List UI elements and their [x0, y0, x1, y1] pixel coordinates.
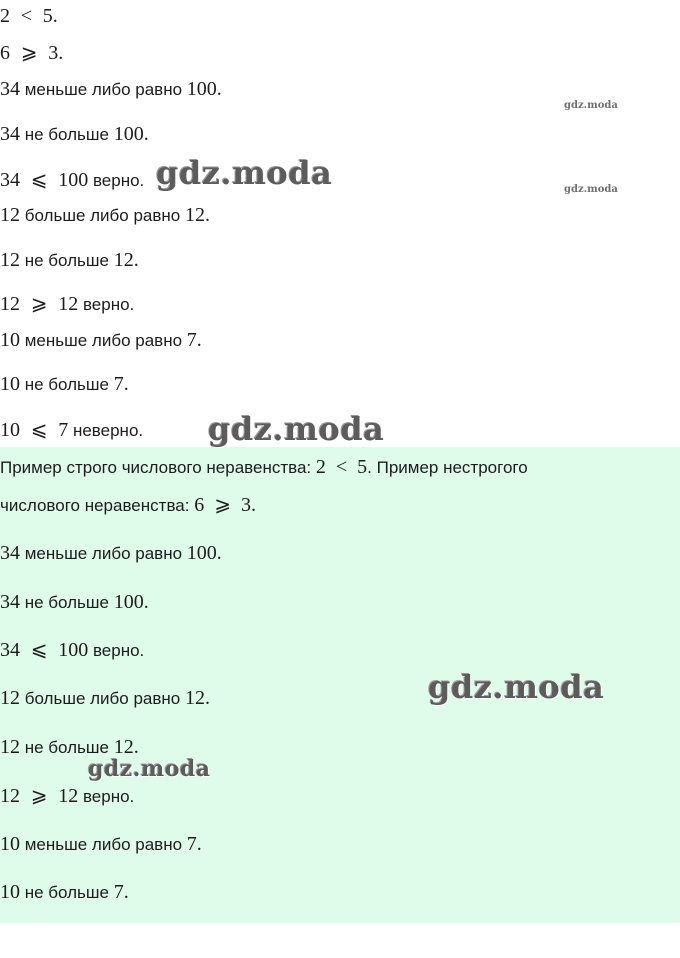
inequality-line	[0, 168, 144, 193]
math-number: 12	[0, 249, 20, 271]
line-text: меньше либо равно	[20, 331, 187, 350]
line-text: меньше либо равно	[20, 544, 187, 563]
line-tail: .	[143, 591, 149, 613]
math-number: 34	[0, 542, 20, 564]
text-line	[0, 880, 129, 905]
watermark-logo: gdz.moda	[428, 668, 605, 706]
math-number: 6	[0, 42, 10, 64]
math-number: 100	[186, 542, 217, 564]
line-tail: .	[123, 881, 129, 903]
line-text: не больше	[20, 883, 114, 902]
math-number: 7	[58, 419, 69, 441]
math-number: 6	[194, 494, 205, 516]
line-tail: .	[133, 736, 139, 758]
math-number: 2	[315, 456, 326, 478]
math-number: 12	[113, 249, 134, 271]
relation-symbol: ⩾	[214, 494, 231, 516]
math-number: 3.	[48, 42, 64, 64]
text-line	[0, 541, 222, 566]
math-number: 12	[0, 736, 20, 758]
line-tail: .	[204, 687, 210, 709]
inequality-line	[0, 418, 143, 443]
relation-symbol: <	[335, 456, 348, 478]
math-number: 10	[0, 833, 20, 855]
line-text: не больше	[20, 125, 114, 144]
math-number: 12	[0, 293, 20, 315]
line-tail: .	[216, 542, 222, 564]
math-number: 12	[184, 687, 205, 709]
relation-symbol: <	[20, 5, 33, 27]
line-text: . Пример нестрогого	[367, 458, 528, 477]
line-text: Пример строго числового неравенства:	[0, 458, 316, 477]
line-text: верно.	[78, 787, 135, 806]
line-tail: .	[123, 373, 129, 395]
line-tail: .	[216, 78, 222, 100]
line-text: верно.	[78, 295, 135, 314]
math-number: 34	[0, 123, 20, 145]
watermark-logo: gdz.moda	[156, 154, 333, 192]
line-text: верно.	[88, 641, 145, 660]
relation-symbol: ⩾	[30, 785, 48, 807]
relation-symbol: ⩾	[20, 42, 38, 64]
inequality-line	[0, 41, 63, 66]
math-number: 7	[113, 373, 124, 395]
math-number: 34	[0, 639, 20, 661]
line-text: не больше	[20, 593, 114, 612]
line-text: больше либо равно	[20, 689, 185, 708]
math-number: 100	[113, 591, 144, 613]
text-line	[0, 248, 139, 273]
inequality-line	[0, 784, 134, 809]
line-text: меньше либо равно	[20, 835, 187, 854]
line-text: верно.	[88, 171, 145, 190]
math-number: 34	[0, 78, 20, 100]
math-number: 12	[0, 687, 20, 709]
line-text: неверно.	[68, 421, 144, 440]
math-number: 12	[0, 785, 20, 807]
math-number: 12	[0, 204, 20, 226]
example-line	[0, 493, 256, 518]
math-number: 3	[240, 494, 251, 516]
watermark-logo: gdz.moda	[564, 184, 618, 195]
relation-symbol: ⩽	[30, 419, 48, 441]
watermark-logo: gdz.moda	[208, 410, 385, 448]
line-tail: .	[133, 249, 139, 271]
line-tail: .	[196, 833, 202, 855]
watermark-logo: gdz.moda	[564, 100, 618, 111]
math-number: 7	[186, 329, 197, 351]
inequality-line	[0, 638, 144, 663]
math-number: 100	[58, 169, 89, 191]
text-line	[0, 590, 149, 615]
math-number: 12	[58, 293, 79, 315]
math-number: 34	[0, 169, 20, 191]
relation-symbol: ⩽	[30, 639, 48, 661]
math-number: 34	[0, 591, 20, 613]
math-number: 5.	[42, 5, 58, 27]
text-line	[0, 832, 202, 857]
text-line	[0, 686, 210, 711]
text-line	[0, 122, 149, 147]
example-line	[0, 455, 528, 480]
math-number: 12	[58, 785, 79, 807]
math-number: 10	[0, 329, 20, 351]
watermark-logo: gdz.moda	[88, 756, 211, 782]
line-text: числового неравенства:	[0, 496, 195, 515]
line-tail: .	[196, 329, 202, 351]
relation-symbol: ⩽	[30, 169, 48, 191]
line-text: не больше	[20, 738, 114, 757]
line-text: не больше	[20, 375, 114, 394]
line-text: меньше либо равно	[20, 80, 187, 99]
math-number: 10	[0, 419, 20, 441]
line-text: не больше	[20, 251, 114, 270]
inequality-line	[0, 292, 134, 317]
inequality-line	[0, 4, 58, 29]
math-number: 5	[357, 456, 368, 478]
math-number: 12	[184, 204, 205, 226]
math-number: 10	[0, 373, 20, 395]
text-line	[0, 328, 202, 353]
line-tail: .	[250, 494, 256, 516]
math-number: 2	[0, 5, 10, 27]
math-number: 100	[113, 123, 144, 145]
math-number: 12	[113, 736, 134, 758]
math-number: 100	[186, 78, 217, 100]
math-number: 7	[186, 833, 197, 855]
math-number: 100	[58, 639, 89, 661]
line-tail: .	[143, 123, 149, 145]
relation-symbol: ⩾	[30, 293, 48, 315]
line-tail: .	[204, 204, 210, 226]
text-line	[0, 77, 222, 102]
text-line	[0, 203, 210, 228]
math-number: 7	[113, 881, 124, 903]
math-number: 10	[0, 881, 20, 903]
line-text: больше либо равно	[20, 206, 185, 225]
text-line	[0, 372, 129, 397]
